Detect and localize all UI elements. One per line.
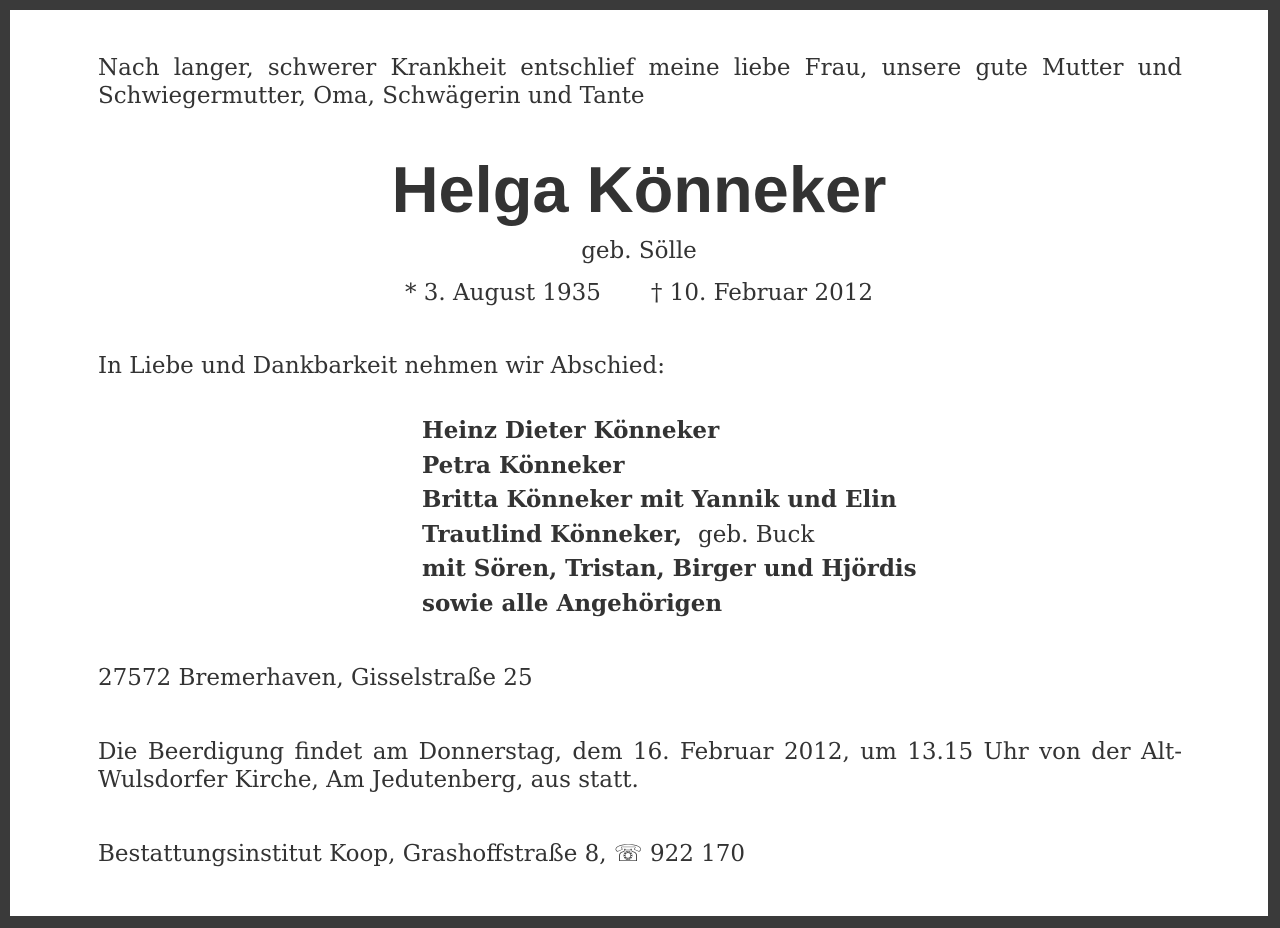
mourner-maiden-name: geb. Buck <box>698 521 815 548</box>
undertaker-info: Bestattungsinstitut Koop, Grashoffstraße 8, ☏ 922 170 <box>98 841 746 867</box>
mourner-line: Britta Könneker mit Yannik und Elin <box>422 486 897 513</box>
mourner-line: Heinz Dieter Könneker <box>422 417 720 444</box>
birth-date: * 3. August 1935 <box>404 280 601 306</box>
mourner-line: mit Sören, Tristan, Birger und Hjördis <box>422 555 917 582</box>
mourner-line: sowie alle Angehörigen <box>422 589 723 617</box>
family-address: 27572 Bremerhaven, Gisselstraße 25 <box>98 665 533 691</box>
death-date: † 10. Februar 2012 <box>650 280 873 306</box>
intro-text: Nach langer, schwerer Krankheit entschlief meine liebe Frau, unsere gute Mutter und Schwiegermutter, Oma, Schwägerin und Tante <box>98 55 1182 109</box>
obituary-notice <box>10 10 1268 916</box>
funeral-info: Die Beerdigung findet am Donnerstag, dem 16. Februar 2012, um 13.15 Uhr von der Alt-Wulsdorfer Kirche, Am Jedutenberg, aus statt. <box>98 739 1182 793</box>
mourner-line: Petra Könneker <box>422 451 625 479</box>
mourner-line: Trautlind Könneker, geb. Buck <box>422 520 815 548</box>
maiden-name: geb. Sölle <box>581 238 697 264</box>
farewell-text: In Liebe und Dankbarkeit nehmen wir Abschied: <box>98 353 665 379</box>
life-dates <box>10 278 1268 308</box>
deceased-name: Helga Könneker <box>391 153 887 226</box>
mourners-list <box>422 414 917 621</box>
